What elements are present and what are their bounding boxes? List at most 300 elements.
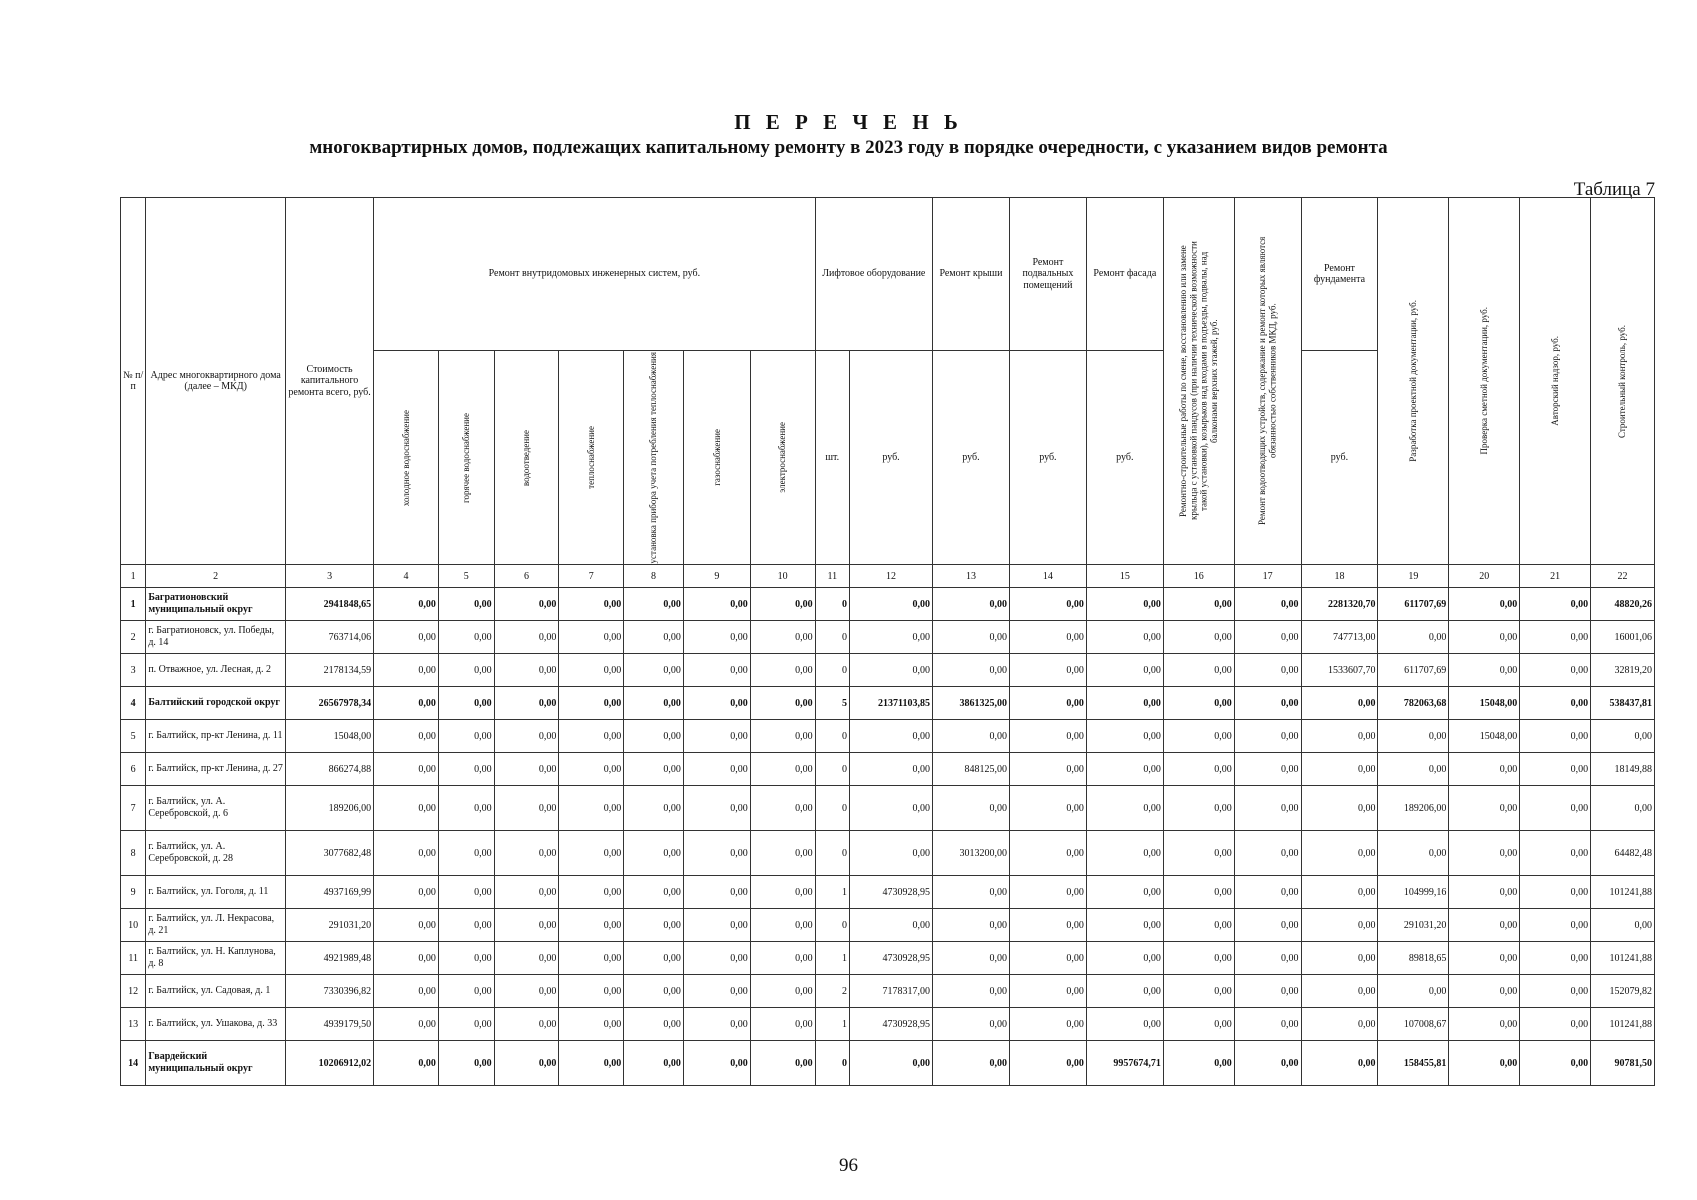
row-address: г. Балтийск, ул. Гоголя, д. 11 <box>146 876 286 909</box>
cell-col-14: 0,00 <box>1009 909 1086 942</box>
cell-col-3: 26567978,34 <box>286 687 374 720</box>
cell-col-10: 0,00 <box>750 720 815 753</box>
cell-col-4: 0,00 <box>374 720 439 753</box>
cell-col-21: 0,00 <box>1520 720 1591 753</box>
header-construction-control-text: Строительный контроль, руб. <box>1617 324 1628 438</box>
cell-col-4: 0,00 <box>374 975 439 1008</box>
cell-col-21: 0,00 <box>1520 942 1591 975</box>
cell-col-13: 3013200,00 <box>933 831 1010 876</box>
cell-col-11: 5 <box>815 687 849 720</box>
cell-col-8: 0,00 <box>624 588 684 621</box>
cell-col-12: 0,00 <box>849 588 932 621</box>
row-address: г. Багратионовск, ул. Победы, д. 14 <box>146 621 286 654</box>
cell-col-16: 0,00 <box>1163 621 1234 654</box>
cell-col-6: 0,00 <box>494 1008 559 1041</box>
cell-col-9: 0,00 <box>683 1041 750 1086</box>
cell-col-22: 101241,88 <box>1591 942 1655 975</box>
header-gas: газоснабжение <box>683 351 750 565</box>
column-number: 21 <box>1520 565 1591 588</box>
cell-col-15: 0,00 <box>1086 621 1163 654</box>
cell-col-5: 0,00 <box>438 975 494 1008</box>
cell-col-6: 0,00 <box>494 621 559 654</box>
cell-col-12: 0,00 <box>849 753 932 786</box>
cell-col-7: 0,00 <box>559 1008 624 1041</box>
header-estimate-check-text: Проверка сметной документации, руб. <box>1479 307 1490 455</box>
cell-col-21: 0,00 <box>1520 753 1591 786</box>
row-number: 2 <box>121 621 146 654</box>
cell-col-4: 0,00 <box>374 1008 439 1041</box>
cell-col-15: 0,00 <box>1086 942 1163 975</box>
page-number: 96 <box>839 1155 858 1176</box>
row-address: п. Отважное, ул. Лесная, д. 2 <box>146 654 286 687</box>
cell-col-5: 0,00 <box>438 942 494 975</box>
column-number: 16 <box>1163 565 1234 588</box>
cell-col-14: 0,00 <box>1009 876 1086 909</box>
cell-col-20: 0,00 <box>1449 831 1520 876</box>
cell-col-15: 0,00 <box>1086 654 1163 687</box>
cell-col-14: 0,00 <box>1009 621 1086 654</box>
cell-col-7: 0,00 <box>559 831 624 876</box>
column-number: 6 <box>494 565 559 588</box>
cell-col-4: 0,00 <box>374 687 439 720</box>
row-number: 9 <box>121 876 146 909</box>
header-roof-unit: руб. <box>933 351 1010 565</box>
header-estimate-check <box>1449 198 1520 565</box>
header-drainage-text: Ремонт водоотводящих устройств, содержание и ремонт которых являются обязанностью собственников МКД, руб. <box>1257 237 1278 526</box>
column-number: 4 <box>374 565 439 588</box>
cell-col-6: 0,00 <box>494 786 559 831</box>
cell-col-22: 152079,82 <box>1591 975 1655 1008</box>
building-row <box>121 1008 1655 1041</box>
cell-col-8: 0,00 <box>624 687 684 720</box>
cell-col-22: 32819,20 <box>1591 654 1655 687</box>
cell-col-6: 0,00 <box>494 1041 559 1086</box>
cell-col-7: 0,00 <box>559 621 624 654</box>
cell-col-21: 0,00 <box>1520 975 1591 1008</box>
cell-col-16: 0,00 <box>1163 588 1234 621</box>
header-facade: Ремонт фасада <box>1086 198 1163 351</box>
cell-col-19: 611707,69 <box>1378 654 1449 687</box>
cell-col-22: 0,00 <box>1591 720 1655 753</box>
header-heat-meter: установка прибора учета потребления теплоснабжения <box>624 351 684 565</box>
cell-col-4: 0,00 <box>374 909 439 942</box>
cell-col-14: 0,00 <box>1009 942 1086 975</box>
cell-col-17: 0,00 <box>1234 876 1301 909</box>
cell-col-13: 0,00 <box>933 1008 1010 1041</box>
cell-col-5: 0,00 <box>438 621 494 654</box>
cell-col-4: 0,00 <box>374 786 439 831</box>
cell-col-15: 9957674,71 <box>1086 1041 1163 1086</box>
cell-col-6: 0,00 <box>494 975 559 1008</box>
cell-col-17: 0,00 <box>1234 909 1301 942</box>
cell-col-8: 0,00 <box>624 621 684 654</box>
cell-col-21: 0,00 <box>1520 876 1591 909</box>
cell-col-11: 0 <box>815 1041 849 1086</box>
cell-col-17: 0,00 <box>1234 654 1301 687</box>
cell-col-18: 0,00 <box>1301 753 1378 786</box>
cell-col-9: 0,00 <box>683 1008 750 1041</box>
cell-col-15: 0,00 <box>1086 1008 1163 1041</box>
cell-col-8: 0,00 <box>624 876 684 909</box>
cell-col-19: 0,00 <box>1378 753 1449 786</box>
cell-col-20: 0,00 <box>1449 753 1520 786</box>
cell-col-16: 0,00 <box>1163 1041 1234 1086</box>
cell-col-11: 0 <box>815 909 849 942</box>
cell-col-19: 782063,68 <box>1378 687 1449 720</box>
cell-col-14: 0,00 <box>1009 588 1086 621</box>
cell-col-9: 0,00 <box>683 876 750 909</box>
cell-col-11: 0 <box>815 720 849 753</box>
cell-col-9: 0,00 <box>683 753 750 786</box>
cell-col-18: 0,00 <box>1301 786 1378 831</box>
repair-schedule-table <box>120 197 1655 1086</box>
cell-col-12: 0,00 <box>849 786 932 831</box>
table-label: Таблица 7 <box>1573 179 1655 200</box>
cell-col-3: 189206,00 <box>286 786 374 831</box>
cell-col-6: 0,00 <box>494 753 559 786</box>
header-cold-water: холодное водоснабжение <box>374 351 439 565</box>
cell-col-9: 0,00 <box>683 909 750 942</box>
cell-col-12: 0,00 <box>849 720 932 753</box>
cell-col-10: 0,00 <box>750 942 815 975</box>
cell-col-8: 0,00 <box>624 654 684 687</box>
column-number: 1 <box>121 565 146 588</box>
cell-col-5: 0,00 <box>438 831 494 876</box>
building-row <box>121 654 1655 687</box>
header-design-docs-text: Разработка проектной документации, руб. <box>1408 300 1419 463</box>
cell-col-3: 763714,06 <box>286 621 374 654</box>
row-address: г. Балтийск, пр-кт Ленина, д. 27 <box>146 753 286 786</box>
cell-col-13: 0,00 <box>933 588 1010 621</box>
cell-col-10: 0,00 <box>750 909 815 942</box>
cell-col-9: 0,00 <box>683 975 750 1008</box>
cell-col-15: 0,00 <box>1086 876 1163 909</box>
cell-col-10: 0,00 <box>750 753 815 786</box>
cell-col-22: 48820,26 <box>1591 588 1655 621</box>
header-design-docs <box>1378 198 1449 565</box>
cell-col-18: 0,00 <box>1301 1041 1378 1086</box>
cell-col-14: 0,00 <box>1009 654 1086 687</box>
cell-col-17: 0,00 <box>1234 942 1301 975</box>
cell-col-14: 0,00 <box>1009 1008 1086 1041</box>
cell-col-8: 0,00 <box>624 831 684 876</box>
cell-col-22: 90781,50 <box>1591 1041 1655 1086</box>
cell-col-22: 16001,06 <box>1591 621 1655 654</box>
cell-col-16: 0,00 <box>1163 753 1234 786</box>
cell-col-22: 101241,88 <box>1591 876 1655 909</box>
cell-col-19: 104999,16 <box>1378 876 1449 909</box>
column-number: 3 <box>286 565 374 588</box>
cell-col-15: 0,00 <box>1086 720 1163 753</box>
cell-col-16: 0,00 <box>1163 831 1234 876</box>
header-sewerage: водоотведение <box>494 351 559 565</box>
cell-col-22: 101241,88 <box>1591 1008 1655 1041</box>
cell-col-14: 0,00 <box>1009 753 1086 786</box>
cell-col-12: 0,00 <box>849 831 932 876</box>
column-number: 14 <box>1009 565 1086 588</box>
cell-col-18: 0,00 <box>1301 687 1378 720</box>
cell-col-21: 0,00 <box>1520 831 1591 876</box>
cell-col-12: 0,00 <box>849 621 932 654</box>
cell-col-18: 0,00 <box>1301 975 1378 1008</box>
cell-col-6: 0,00 <box>494 687 559 720</box>
cell-col-9: 0,00 <box>683 942 750 975</box>
cell-col-19: 0,00 <box>1378 621 1449 654</box>
header-roof: Ремонт крыши <box>933 198 1010 351</box>
cell-col-18: 0,00 <box>1301 876 1378 909</box>
row-address: Балтийский городской округ <box>146 687 286 720</box>
column-number: 15 <box>1086 565 1163 588</box>
cell-col-10: 0,00 <box>750 621 815 654</box>
cell-col-19: 611707,69 <box>1378 588 1449 621</box>
cell-col-21: 0,00 <box>1520 687 1591 720</box>
cell-col-21: 0,00 <box>1520 654 1591 687</box>
cell-col-10: 0,00 <box>750 654 815 687</box>
header-no: № п/п <box>121 198 146 565</box>
cell-col-13: 0,00 <box>933 1041 1010 1086</box>
cell-col-12: 4730928,95 <box>849 876 932 909</box>
cell-col-20: 15048,00 <box>1449 720 1520 753</box>
cell-col-4: 0,00 <box>374 588 439 621</box>
building-row <box>121 831 1655 876</box>
row-address: Багратионовский муниципальный округ <box>146 588 286 621</box>
cell-col-21: 0,00 <box>1520 621 1591 654</box>
cell-col-3: 2941848,65 <box>286 588 374 621</box>
cell-col-8: 0,00 <box>624 1041 684 1086</box>
cell-col-7: 0,00 <box>559 1041 624 1086</box>
cell-col-15: 0,00 <box>1086 588 1163 621</box>
cell-col-12: 4730928,95 <box>849 1008 932 1041</box>
column-number: 5 <box>438 565 494 588</box>
cell-col-14: 0,00 <box>1009 786 1086 831</box>
cell-col-22: 538437,81 <box>1591 687 1655 720</box>
cell-col-7: 0,00 <box>559 720 624 753</box>
row-number: 13 <box>121 1008 146 1041</box>
cell-col-16: 0,00 <box>1163 975 1234 1008</box>
cell-col-12: 7178317,00 <box>849 975 932 1008</box>
cell-col-7: 0,00 <box>559 786 624 831</box>
cell-col-10: 0,00 <box>750 1041 815 1086</box>
header-foundation-unit: руб. <box>1301 351 1378 565</box>
cell-col-22: 0,00 <box>1591 909 1655 942</box>
cell-col-5: 0,00 <box>438 909 494 942</box>
header-facade-unit: руб. <box>1086 351 1163 565</box>
header-electricity: электроснабжение <box>750 351 815 565</box>
column-number: 11 <box>815 565 849 588</box>
cell-col-14: 0,00 <box>1009 831 1086 876</box>
cell-col-10: 0,00 <box>750 831 815 876</box>
cell-col-11: 1 <box>815 1008 849 1041</box>
cell-col-9: 0,00 <box>683 588 750 621</box>
cell-col-17: 0,00 <box>1234 588 1301 621</box>
cell-col-10: 0,00 <box>750 786 815 831</box>
cell-col-4: 0,00 <box>374 621 439 654</box>
cell-col-13: 3861325,00 <box>933 687 1010 720</box>
district-total-row <box>121 687 1655 720</box>
cell-col-19: 158455,81 <box>1378 1041 1449 1086</box>
cell-col-9: 0,00 <box>683 687 750 720</box>
cell-col-5: 0,00 <box>438 720 494 753</box>
row-address: г. Балтийск, ул. Н. Каплунова, д. 8 <box>146 942 286 975</box>
cell-col-5: 0,00 <box>438 1008 494 1041</box>
cell-col-12: 21371103,85 <box>849 687 932 720</box>
cell-col-18: 2281320,70 <box>1301 588 1378 621</box>
cell-col-4: 0,00 <box>374 942 439 975</box>
cell-col-12: 4730928,95 <box>849 942 932 975</box>
cell-col-20: 0,00 <box>1449 621 1520 654</box>
building-row <box>121 942 1655 975</box>
cell-col-3: 4939179,50 <box>286 1008 374 1041</box>
cell-col-11: 0 <box>815 831 849 876</box>
cell-col-9: 0,00 <box>683 720 750 753</box>
cell-col-14: 0,00 <box>1009 975 1086 1008</box>
cell-col-12: 0,00 <box>849 909 932 942</box>
cell-col-20: 0,00 <box>1449 786 1520 831</box>
document-subtitle: многоквартирных домов, подлежащих капитальному ремонту в 2023 году в порядке очередности, с указанием видов ремонта <box>309 137 1388 158</box>
cell-col-20: 15048,00 <box>1449 687 1520 720</box>
building-row <box>121 786 1655 831</box>
cell-col-15: 0,00 <box>1086 753 1163 786</box>
cell-col-17: 0,00 <box>1234 1041 1301 1086</box>
cell-col-3: 866274,88 <box>286 753 374 786</box>
cell-col-15: 0,00 <box>1086 786 1163 831</box>
header-engineering-group: Ремонт внутридомовых инженерных систем, руб. <box>374 198 815 351</box>
cell-col-8: 0,00 <box>624 786 684 831</box>
cell-col-6: 0,00 <box>494 942 559 975</box>
cell-col-19: 0,00 <box>1378 720 1449 753</box>
header-basement-unit: руб. <box>1009 351 1086 565</box>
cell-col-3: 2178134,59 <box>286 654 374 687</box>
cell-col-16: 0,00 <box>1163 942 1234 975</box>
row-number: 7 <box>121 786 146 831</box>
cell-col-5: 0,00 <box>438 588 494 621</box>
cell-col-10: 0,00 <box>750 1008 815 1041</box>
cell-col-20: 0,00 <box>1449 654 1520 687</box>
header-heating: теплоснабжение <box>559 351 624 565</box>
row-number: 3 <box>121 654 146 687</box>
row-number: 4 <box>121 687 146 720</box>
cell-col-17: 0,00 <box>1234 1008 1301 1041</box>
cell-col-20: 0,00 <box>1449 1008 1520 1041</box>
cell-col-18: 0,00 <box>1301 831 1378 876</box>
cell-col-21: 0,00 <box>1520 786 1591 831</box>
cell-col-10: 0,00 <box>750 588 815 621</box>
column-number: 19 <box>1378 565 1449 588</box>
cell-col-20: 0,00 <box>1449 942 1520 975</box>
cell-col-6: 0,00 <box>494 876 559 909</box>
row-address: Гвардейский муниципальный округ <box>146 1041 286 1086</box>
column-number: 7 <box>559 565 624 588</box>
row-number: 14 <box>121 1041 146 1086</box>
cell-col-11: 0 <box>815 654 849 687</box>
cell-col-17: 0,00 <box>1234 786 1301 831</box>
cell-col-16: 0,00 <box>1163 876 1234 909</box>
column-number: 12 <box>849 565 932 588</box>
header-foundation: Ремонт фундамента <box>1301 198 1378 351</box>
cell-col-7: 0,00 <box>559 975 624 1008</box>
cell-col-17: 0,00 <box>1234 621 1301 654</box>
column-number: 20 <box>1449 565 1520 588</box>
district-total-row <box>121 588 1655 621</box>
row-address: г. Балтийск, ул. Ушакова, д. 33 <box>146 1008 286 1041</box>
cell-col-3: 291031,20 <box>286 909 374 942</box>
building-row <box>121 753 1655 786</box>
cell-col-21: 0,00 <box>1520 1041 1591 1086</box>
cell-col-20: 0,00 <box>1449 876 1520 909</box>
cell-col-6: 0,00 <box>494 654 559 687</box>
cell-col-5: 0,00 <box>438 1041 494 1086</box>
cell-col-17: 0,00 <box>1234 687 1301 720</box>
cell-col-17: 0,00 <box>1234 831 1301 876</box>
cell-col-20: 0,00 <box>1449 975 1520 1008</box>
cell-col-15: 0,00 <box>1086 687 1163 720</box>
cell-col-18: 0,00 <box>1301 909 1378 942</box>
building-row <box>121 621 1655 654</box>
table-body <box>121 565 1655 1086</box>
cell-col-16: 0,00 <box>1163 687 1234 720</box>
cell-col-17: 0,00 <box>1234 975 1301 1008</box>
cell-col-6: 0,00 <box>494 909 559 942</box>
cell-col-22: 64482,48 <box>1591 831 1655 876</box>
cell-col-8: 0,00 <box>624 975 684 1008</box>
cell-col-5: 0,00 <box>438 876 494 909</box>
district-total-row <box>121 1041 1655 1086</box>
cell-col-16: 0,00 <box>1163 909 1234 942</box>
cell-col-18: 0,00 <box>1301 1008 1378 1041</box>
cell-col-9: 0,00 <box>683 654 750 687</box>
row-address: г. Балтийск, ул. Садовая, д. 1 <box>146 975 286 1008</box>
cell-col-9: 0,00 <box>683 831 750 876</box>
column-number: 13 <box>933 565 1010 588</box>
header-lift-group: Лифтовое оборудование <box>815 198 932 351</box>
cell-col-14: 0,00 <box>1009 1041 1086 1086</box>
cell-col-22: 0,00 <box>1591 786 1655 831</box>
cell-col-5: 0,00 <box>438 753 494 786</box>
building-row <box>121 909 1655 942</box>
cell-col-18: 0,00 <box>1301 942 1378 975</box>
cell-col-13: 0,00 <box>933 786 1010 831</box>
cell-col-16: 0,00 <box>1163 720 1234 753</box>
column-number: 22 <box>1591 565 1655 588</box>
cell-col-11: 1 <box>815 942 849 975</box>
cell-col-4: 0,00 <box>374 1041 439 1086</box>
cell-col-17: 0,00 <box>1234 720 1301 753</box>
cell-col-18: 1533607,70 <box>1301 654 1378 687</box>
cell-col-5: 0,00 <box>438 786 494 831</box>
cell-col-7: 0,00 <box>559 909 624 942</box>
cell-col-19: 0,00 <box>1378 831 1449 876</box>
cell-col-7: 0,00 <box>559 876 624 909</box>
cell-col-5: 0,00 <box>438 687 494 720</box>
cell-col-6: 0,00 <box>494 720 559 753</box>
header-total-cost: Стоимость капитального ремонта всего, руб. <box>286 198 374 565</box>
cell-col-21: 0,00 <box>1520 909 1591 942</box>
cell-col-21: 0,00 <box>1520 1008 1591 1041</box>
cell-col-4: 0,00 <box>374 654 439 687</box>
header-lift-units: шт. <box>815 351 849 565</box>
cell-col-19: 0,00 <box>1378 975 1449 1008</box>
cell-col-3: 4937169,99 <box>286 876 374 909</box>
cell-col-19: 189206,00 <box>1378 786 1449 831</box>
cell-col-10: 0,00 <box>750 687 815 720</box>
cell-col-12: 0,00 <box>849 654 932 687</box>
cell-col-15: 0,00 <box>1086 831 1163 876</box>
cell-col-11: 0 <box>815 753 849 786</box>
cell-col-14: 0,00 <box>1009 720 1086 753</box>
header-author-supervision <box>1520 198 1591 565</box>
cell-col-19: 107008,67 <box>1378 1008 1449 1041</box>
cell-col-13: 0,00 <box>933 621 1010 654</box>
